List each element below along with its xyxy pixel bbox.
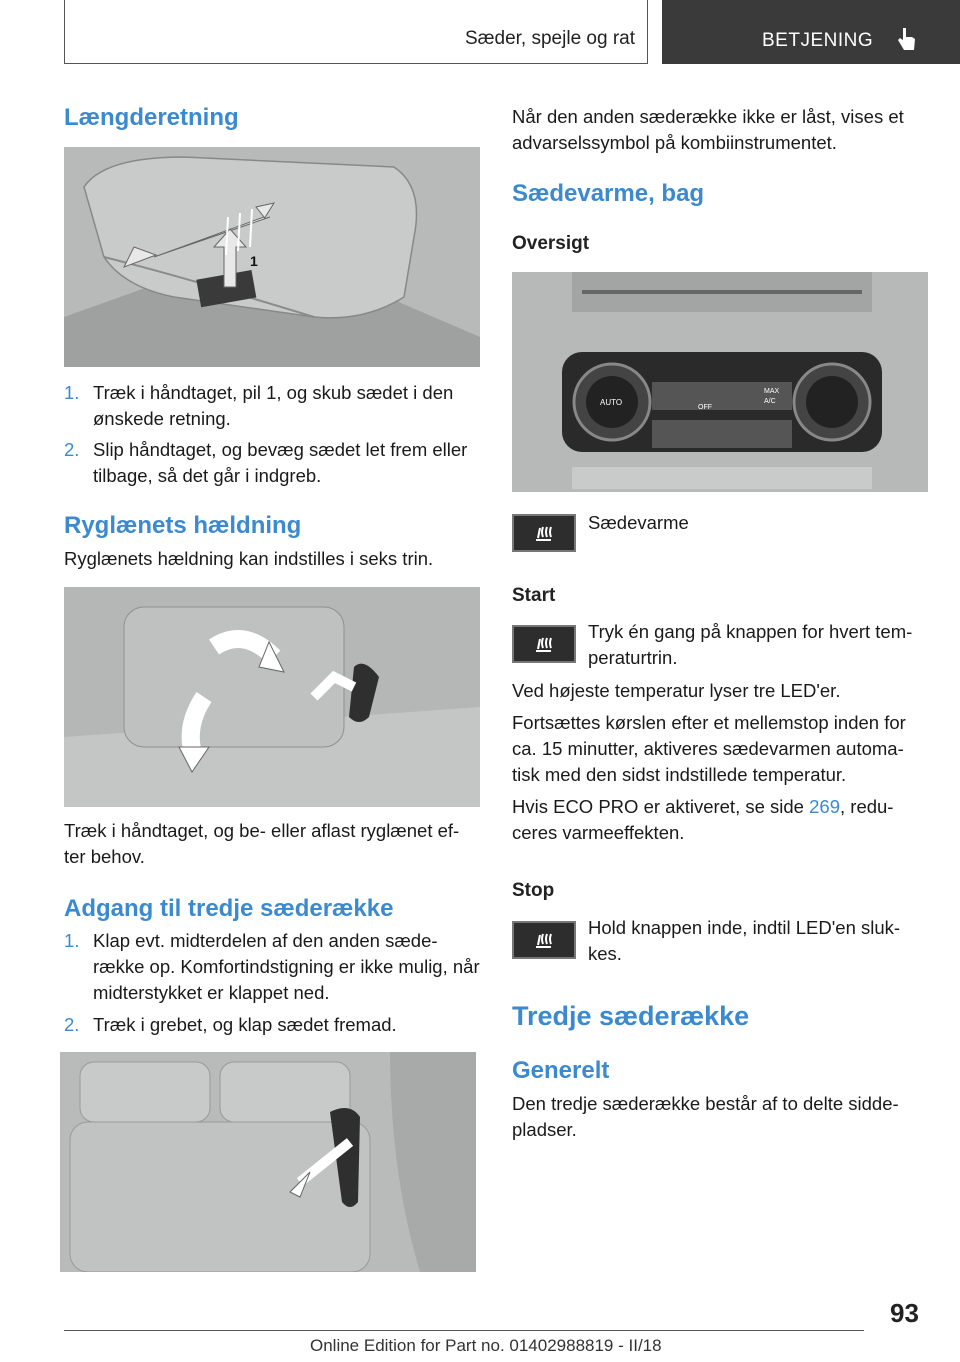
- seat-heating-icon: [531, 927, 557, 953]
- step-text: Klap evt. midterdelen af den anden sæde- række op. Komfortindstigning er ikke mulig, når midterstykket er klappet ned.: [93, 930, 480, 1003]
- ryg-text: Træk i håndtaget, og be- eller aflast ryglænet ef- ter behov.: [64, 820, 460, 867]
- seat-heating-icon: [531, 520, 557, 546]
- subheading-stop: Stop: [512, 880, 555, 901]
- eco-text-after: , redu-: [840, 796, 894, 817]
- header-section-box: [64, 0, 648, 64]
- header-chapter-box: [662, 0, 960, 64]
- heading-tredje-saederaekke: Tredje sæderække: [512, 1001, 750, 1031]
- led-text: Ved højeste temperatur lyser tre LED'er.: [512, 680, 841, 701]
- subheading-oversigt: Oversigt: [512, 233, 590, 254]
- panel-off-label: OFF: [698, 404, 712, 411]
- seat-heating-button-icon-1: [512, 514, 576, 552]
- seat-heating-icon: [531, 631, 557, 657]
- heading-generelt: Generelt: [512, 1057, 610, 1084]
- heading-ryglaenets-haeldning: Ryglænets hældning: [64, 512, 302, 539]
- eco-text: [512, 794, 932, 846]
- header-chapter-title: BETJENING: [762, 30, 874, 51]
- subheading-start: Start: [512, 585, 556, 606]
- step-number: 2.: [64, 439, 80, 460]
- step-number: 2.: [64, 1014, 80, 1035]
- pointing-hand-icon: [894, 26, 918, 52]
- header-section-title: Sæder, spejle og rat: [464, 28, 635, 49]
- backrest-image: [64, 587, 480, 807]
- step-text: Træk i håndtaget, pil 1, og skub sædet i den ønskede retning.: [93, 382, 454, 429]
- image-callout-label: 1: [250, 253, 258, 269]
- panel-max-label: MAX: [764, 388, 780, 395]
- heading-saedevarme: Sædevarme, bag: [512, 180, 705, 207]
- step-number: 1.: [64, 382, 80, 403]
- seat-longitudinal-image: [64, 147, 480, 367]
- fortsaet-text: Fortsættes kørslen efter et mellemstop inden for ca. 15 minutter, aktiveres sædevarmen automa- tisk med den sidst indstillede temperatur.: [512, 712, 906, 785]
- ryg-intro-text: Ryglænets hældning kan indstilles i seks trin.: [64, 548, 434, 569]
- seat-heating-button-icon-2: [512, 625, 576, 663]
- start-text: Tryk én gang på knappen for hvert tem- peraturtrin.: [588, 621, 913, 668]
- footer-divider: [64, 1330, 864, 1331]
- step-text: Slip håndtaget, og bevæg sædet let frem eller tilbage, så det går i indgreb.: [93, 439, 468, 486]
- panel-auto-label: AUTO: [600, 398, 623, 407]
- step-text: Træk i grebet, og klap sædet fremad.: [93, 1014, 397, 1035]
- panel-ac-label: A/C: [764, 398, 776, 405]
- third-row-access-image: [60, 1052, 476, 1272]
- page-link-269[interactable]: 269: [809, 796, 840, 817]
- page-number: 93: [890, 1298, 919, 1328]
- warning-intro-text: Når den anden sæderække ikke er låst, vises et advarselssymbol på kombiinstrumentet.: [512, 106, 904, 153]
- heading-laengderetning: Længderetning: [64, 104, 239, 131]
- icon-label-saedevarme: Sædevarme: [588, 512, 689, 533]
- eco-text-line2: ceres varmeeffekten.: [512, 822, 685, 843]
- step-number: 1.: [64, 930, 80, 951]
- generelt-text: Den tredje sæderække består af to delte sidde- pladser.: [512, 1093, 899, 1140]
- stop-text: Hold knappen inde, indtil LED'en sluk- kes.: [588, 917, 901, 964]
- eco-text-before: Hvis ECO PRO er aktiveret, se side: [512, 796, 810, 817]
- seat-heating-button-icon-3: [512, 921, 576, 959]
- heading-adgang: Adgang til tredje sæderække: [64, 895, 394, 922]
- footer-edition: Online Edition for Part no. 01402988819 - II/18: [310, 1336, 662, 1355]
- climate-panel-image: [512, 272, 928, 492]
